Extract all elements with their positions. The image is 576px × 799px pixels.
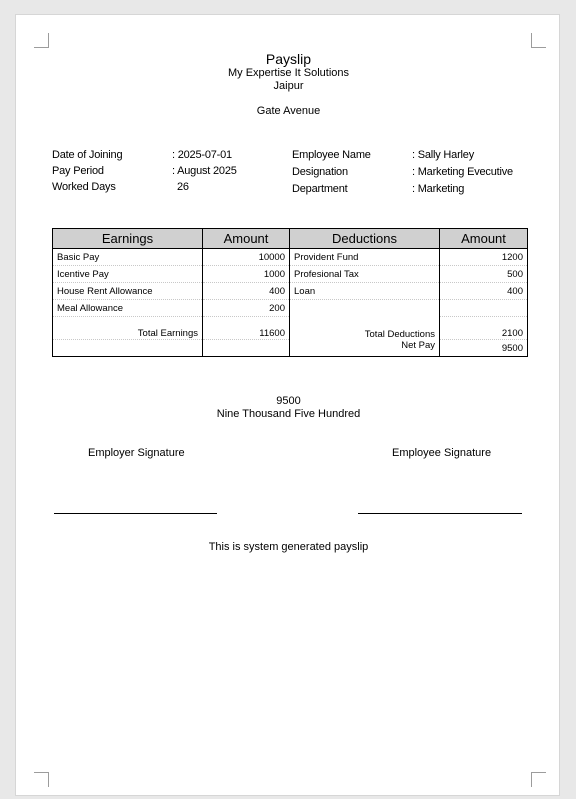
total-earnings-label: Total Earnings	[53, 317, 203, 340]
deduction-amount: 400	[440, 283, 528, 300]
employee-name-value: : Sally Harley	[412, 149, 474, 161]
date-of-joining-value: : 2025-07-01	[172, 149, 232, 161]
pay-period-label: Pay Period	[52, 165, 104, 177]
empty-cell	[53, 340, 203, 357]
payslip-page	[15, 14, 560, 796]
deduction-amount	[440, 300, 528, 317]
table-row	[53, 300, 528, 317]
earning-amount: 400	[203, 283, 290, 300]
department-label: Department	[292, 183, 348, 195]
net-pay-row	[53, 340, 528, 357]
net-amount-words: Nine Thousand Five Hundred	[216, 408, 361, 420]
table-row	[53, 283, 528, 300]
designation-label: Designation	[292, 166, 348, 178]
crop-mark-bottom-right	[531, 772, 546, 787]
earning-name: Basic Pay	[53, 249, 203, 266]
earning-name: Meal Allowance	[53, 300, 203, 317]
table-row	[53, 266, 528, 283]
employee-signature-label: Employee Signature	[392, 447, 492, 459]
department-value: : Marketing	[412, 183, 465, 195]
net-amount: 9500	[276, 395, 301, 407]
table-header-row	[53, 229, 528, 249]
earning-name: Icentive Pay	[53, 266, 203, 283]
employer-signature-label: Employer Signature	[88, 447, 185, 459]
earning-amount: 200	[203, 300, 290, 317]
total-deductions-label: Total Deductions	[290, 317, 440, 340]
table-row	[53, 249, 528, 266]
earnings-header: Earnings	[53, 229, 203, 249]
totals-row	[53, 317, 528, 340]
company-address: Gate Avenue	[256, 105, 321, 117]
deduction-amount: 1200	[440, 249, 528, 266]
total-earnings-value: 11600	[203, 317, 290, 340]
pay-period-value: : August 2025	[172, 165, 237, 177]
employee-signature-line	[358, 513, 522, 514]
footer-note: This is system generated payslip	[208, 541, 369, 553]
earning-amount: 1000	[203, 266, 290, 283]
deduction-name: Loan	[290, 283, 440, 300]
earning-amount: 10000	[203, 249, 290, 266]
deductions-header: Deductions	[290, 229, 440, 249]
worked-days-value: 26	[177, 181, 189, 193]
crop-mark-top-left	[34, 33, 49, 48]
worked-days-label: Worked Days	[52, 181, 116, 193]
company-name: My Expertise It Solutions	[227, 67, 350, 79]
employee-name-label: Employee Name	[292, 149, 371, 161]
payslip-title: Payslip	[265, 51, 312, 67]
empty-cell	[203, 340, 290, 357]
net-pay-label: Net Pay	[290, 340, 440, 357]
employer-signature-line	[54, 513, 217, 514]
total-deductions-value: 2100	[440, 317, 528, 340]
net-pay-value: 9500	[440, 340, 528, 357]
deduction-name	[290, 300, 440, 317]
deduction-name: Provident Fund	[290, 249, 440, 266]
crop-mark-bottom-left	[34, 772, 49, 787]
company-city: Jaipur	[273, 80, 304, 92]
deduction-amount: 500	[440, 266, 528, 283]
earnings-amount-header: Amount	[203, 229, 290, 249]
deductions-amount-header: Amount	[440, 229, 528, 249]
crop-mark-top-right	[531, 33, 546, 48]
earnings-deductions-table	[52, 228, 528, 357]
earning-name: House Rent Allowance	[53, 283, 203, 300]
deduction-name: Profesional Tax	[290, 266, 440, 283]
designation-value: : Marketing Evecutive	[412, 166, 513, 178]
date-of-joining-label: Date of Joining	[52, 149, 123, 161]
